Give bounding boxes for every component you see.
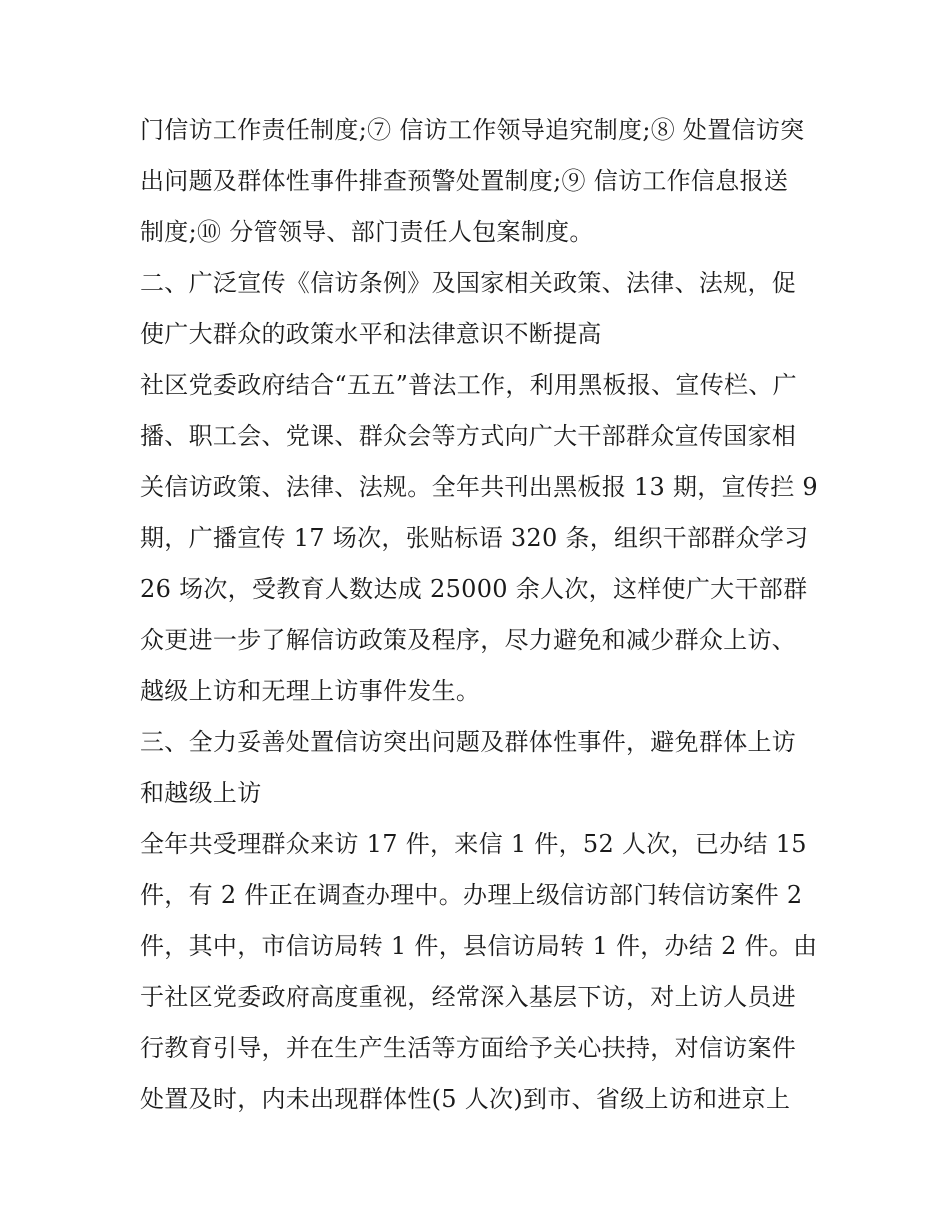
text-line-6: 社区党委政府结合“五五”普法工作，利用黑板报、宣传栏、广 xyxy=(140,371,797,399)
text-line-16: 件，有 2 件正在调查办理中。办理上级信访部门转信访案件 2 xyxy=(140,881,803,909)
text-line-20: 处置及时，内未出现群体性(5 人次)到市、省级上访和进京上 xyxy=(140,1085,791,1113)
text-line-3: 制度;⑩ 分管领导、部门责任人包案制度。 xyxy=(140,218,594,246)
text-line-2: 出问题及群体性事件排查预警处置制度;⑨ 信访工作信息报送 xyxy=(140,167,789,195)
text-line-1: 门信访工作责任制度;⑦ 信访工作领导追究制度;⑧ 处置信访突 xyxy=(140,116,805,144)
text-line-19: 行教育引导，并在生产生活等方面给予关心扶持，对信访案件 xyxy=(140,1034,797,1062)
text-line-11: 众更进一步了解信访政策及程序，尽力避免和减少群众上访、 xyxy=(140,626,797,654)
section-heading-2-line-1: 二、广泛宣传《信访条例》及国家相关政策、法律、法规，促 xyxy=(140,269,797,297)
section-heading-3-line-1: 三、全力妥善处置信访突出问题及群体性事件，避免群体上访 xyxy=(140,728,797,756)
text-line-15: 全年共受理群众来访 17 件，来信 1 件，52 人次，已办结 15 xyxy=(140,830,807,858)
text-line-18: 于社区党委政府高度重视，经常深入基层下访，对上访人员进 xyxy=(140,983,797,1011)
text-line-9: 期，广播宣传 17 场次，张贴标语 320 条，组织干部群众学习 xyxy=(140,524,809,552)
section-heading-2-line-2: 使广大群众的政策水平和法律意识不断提高 xyxy=(140,320,602,348)
text-line-12: 越级上访和无理上访事件发生。 xyxy=(140,677,481,705)
text-line-10: 26 场次，受教育人数达成 25000 余人次，这样使广大干部群 xyxy=(140,575,808,603)
text-line-8: 关信访政策、法律、法规。全年共刊出黑板报 13 期，宣传拦 9 xyxy=(140,473,818,501)
text-line-17: 件，其中，市信访局转 1 件，县信访局转 1 件，办结 2 件。由 xyxy=(140,932,818,960)
section-heading-3-line-2: 和越级上访 xyxy=(140,779,262,807)
text-line-7: 播、职工会、党课、群众会等方式向广大干部群众宣传国家相 xyxy=(140,422,797,450)
